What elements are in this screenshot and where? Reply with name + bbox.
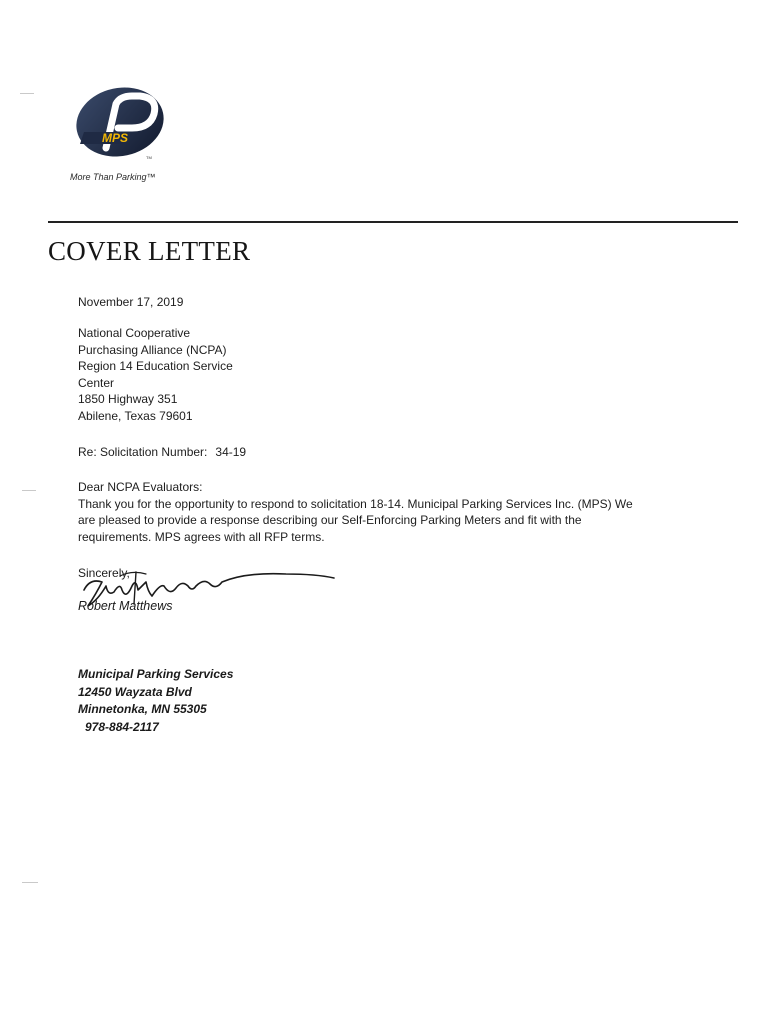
reference-label: Re: Solicitation Number: <box>78 445 208 459</box>
reference-number: 34-19 <box>215 445 247 459</box>
scan-speck <box>22 490 36 491</box>
company-block <box>78 666 233 736</box>
body-line: requirements. MPS agrees with all RFP terms. <box>78 529 325 544</box>
company-city: Minnetonka, MN 55305 <box>78 702 207 716</box>
body-line: are pleased to provide a response describing our Self-Enforcing Parking Meters and fit with the <box>78 513 582 527</box>
mps-logo <box>74 86 170 166</box>
trademark-mark: TM <box>146 155 152 160</box>
address-line: Purchasing Alliance (NCPA) <box>78 342 227 357</box>
closing: Sincerely, <box>78 566 130 580</box>
address-line: Region 14 Education Service <box>78 359 233 373</box>
address-line: Center <box>78 375 115 390</box>
reference-line <box>78 444 246 460</box>
company-phone: 978-884-2117 <box>85 719 159 734</box>
header-rule <box>48 221 738 223</box>
logo-text: MPS <box>102 131 129 145</box>
signer-name: Robert Matthews <box>78 599 173 613</box>
scan-speck <box>22 882 38 883</box>
address-line: National Cooperative <box>78 326 191 340</box>
letter-body <box>78 479 678 545</box>
address-line: Abilene, Texas 79601 <box>78 408 193 423</box>
page-title: COVER LETTER <box>48 236 251 266</box>
company-street: 12450 Wayzata Blvd <box>78 684 192 699</box>
salutation: Dear NCPA Evaluators: <box>78 480 203 494</box>
body-line: Thank you for the opportunity to respond to solicitation 18-14. Municipal Parking Services Inc. (MPS) We <box>78 496 633 511</box>
scan-speck <box>20 93 34 94</box>
letter-date: November 17, 2019 <box>78 295 184 309</box>
recipient-address <box>78 325 278 424</box>
address-line: 1850 Highway 351 <box>78 392 178 406</box>
tagline: More Than Parking™ <box>70 172 156 182</box>
company-name: Municipal Parking Services <box>78 667 234 681</box>
